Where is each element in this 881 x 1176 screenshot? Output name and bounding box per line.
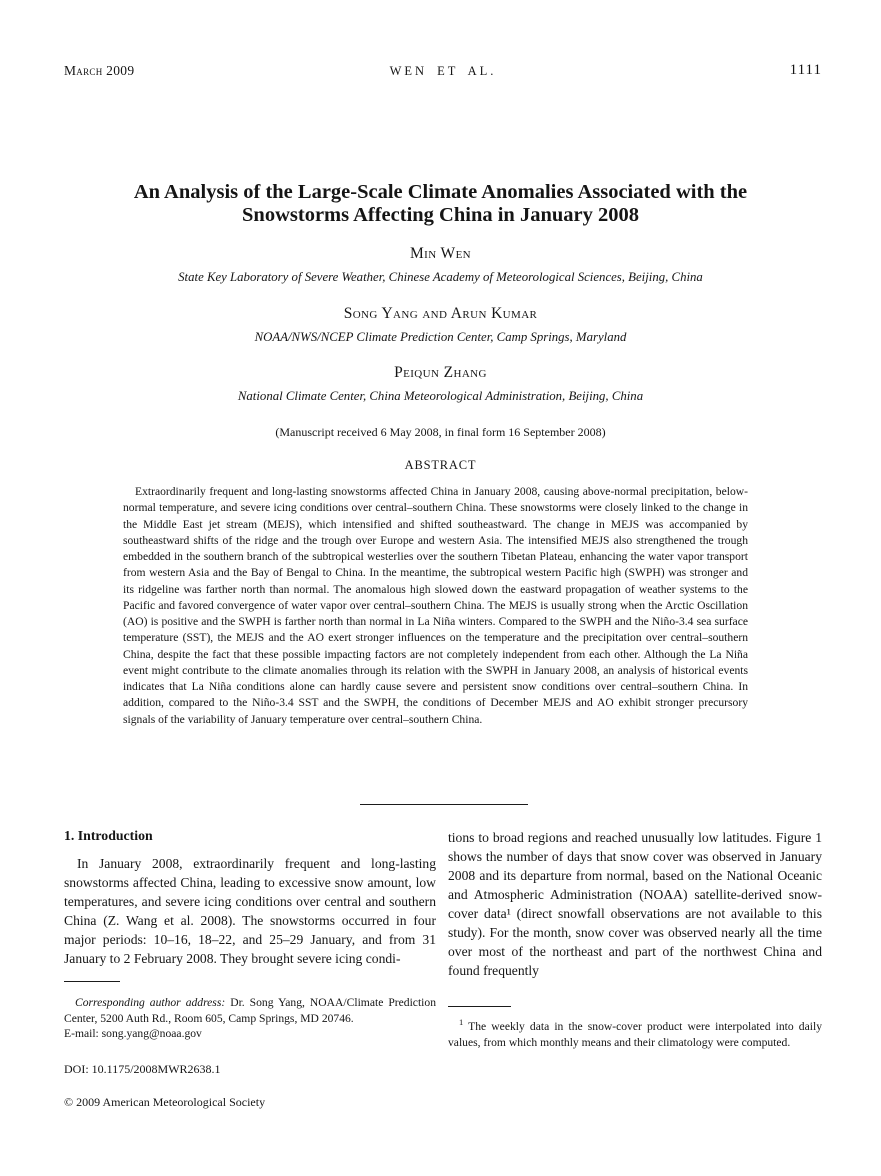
section-divider-rule xyxy=(360,804,528,805)
corresponding-author-email: E-mail: song.yang@noaa.gov xyxy=(64,1026,202,1040)
footnote-rule-left xyxy=(64,981,120,982)
author-names-2: Song Yang and Arun Kumar xyxy=(343,305,538,322)
article-title xyxy=(0,181,881,229)
author-names-3: Peiqun Zhang xyxy=(394,364,487,381)
author-affiliation-2: NOAA/NWS/NCEP Climate Prediction Center, Camp Springs, Maryland xyxy=(254,330,627,344)
introduction-paragraph-left: In January 2008, extraordinarily frequent and long-lasting snowstorms affected China, leading to excessive snow amount, low temperatures, and severe icing conditions over central and southern China (Z. Wang et al. 2008). The snowstorms occurred in four major periods: 10–16, 18–22, and 25–29 January, and from 31 January to 2 February 2008. They brought severe icing condi- xyxy=(64,856,436,967)
footnote-rule-right xyxy=(448,1006,511,1007)
running-title: WEN ET AL. xyxy=(389,64,497,78)
corresponding-author-label: Corresponding author address: xyxy=(75,996,226,1010)
author-names-1: Min Wen xyxy=(409,245,472,262)
author-affiliation-3: National Climate Center, China Meteorological Administration, Beijing, China xyxy=(237,389,644,403)
manuscript-history: (Manuscript received 6 May 2008, in final form 16 September 2008) xyxy=(275,425,606,439)
corresponding-author-address: Dr. Song Yang, NOAA/Climate Prediction Center, 5200 Auth Rd., Room 605, Camp Springs, MD 20746. xyxy=(64,996,436,1025)
footnote-marker: 1 xyxy=(459,1017,464,1028)
running-head xyxy=(64,62,822,80)
author-affiliation-1: State Key Laboratory of Severe Weather, Chinese Academy of Meteorological Sciences, Beijing, China xyxy=(178,270,703,284)
section-heading-introduction: 1. Introduction xyxy=(64,828,153,843)
abstract-heading: ABSTRACT xyxy=(404,458,477,472)
snow-cover-data-footnote xyxy=(448,1019,822,1050)
article-title-text: An Analysis of the Large-Scale Climate Anomalies Associated with the Snowstorms Affecting China in January 2008 xyxy=(133,181,748,226)
abstract-text: Extraordinarily frequent and long-lasting snowstorms affected China in January 2008, causing above-normal precipitation, below-normal temperature, and severe icing conditions over central–southern China. These snowstorms were closely linked to the change in the Middle East jet stream (MEJS), which intensified and shifted southeastward. The change in MEJS was accompanied by southeastward shifts of the ridge and the trough over Europe and western Asia. The intensified MEJS also strengthened the trough embedded in the southern branch of the subtropical westerlies over the southern Tibetan Plateau, enhancing the water vapor transport from western Asia and the Bay of Bengal to China. In the meantime, the subtropical western Pacific high (SWPH) was stronger and its ridgeline was farther north than normal. The anomalous high slowed down the eastward propagation of weather systems to the Pacific and favored convergence of water vapor over central–southern China. The MEJS is usually strong when the Arctic Oscillation (AO) is positive and the SWPH is farther north than normal in La Niña winters. Compared to the SWPH and the Niño-3.4 sea surface temperature (SST), the MEJS and the AO exert stronger influences on the temperature and the precipitation over central–southern China, despite the fact that these possible impacting factors are not completely independent from each other. Although the La Niña event might contribute to the climate anomalies through its relation with the SWPH in January 2008, an analysis of historical events indicates that La Niña conditions alone can hardly cause severe and persistent snow conditions over central–southern China. In addition, compared to the Niño-3.4 SST and the SWPH, the conditions of December MEJS and AO exhibit stronger precursory signals of the variability of January temperature over central–southern China. xyxy=(123,485,748,726)
footnote-text: The weekly data in the snow-cover product were interpolated into daily values, from which monthly means and their climatology were computed. xyxy=(448,1020,822,1049)
column-right xyxy=(448,828,822,1050)
doi-line: DOI: 10.1175/2008MWR2638.1 xyxy=(64,1062,221,1077)
page-number: 1111 xyxy=(789,62,822,78)
journal-issue-date: March 2009 xyxy=(64,63,135,78)
copyright-line: © 2009 American Meteorological Society xyxy=(64,1095,266,1110)
column-left xyxy=(64,828,436,1110)
introduction-paragraph-right: tions to broad regions and reached unusually low latitudes. Figure 1 shows the number of days that snow cover was observed in January 2008 and its departure from normal, based on the National Oceanic and Atmospheric Administration (NOAA) satellite-derived snow-cover data¹ (direct snowfall observations are not available to this study). For the month, snow cover was observed nearly all the time over most of the northeast and part of the northwest China and found frequently xyxy=(448,830,822,979)
corresponding-author-footnote xyxy=(64,995,436,1026)
